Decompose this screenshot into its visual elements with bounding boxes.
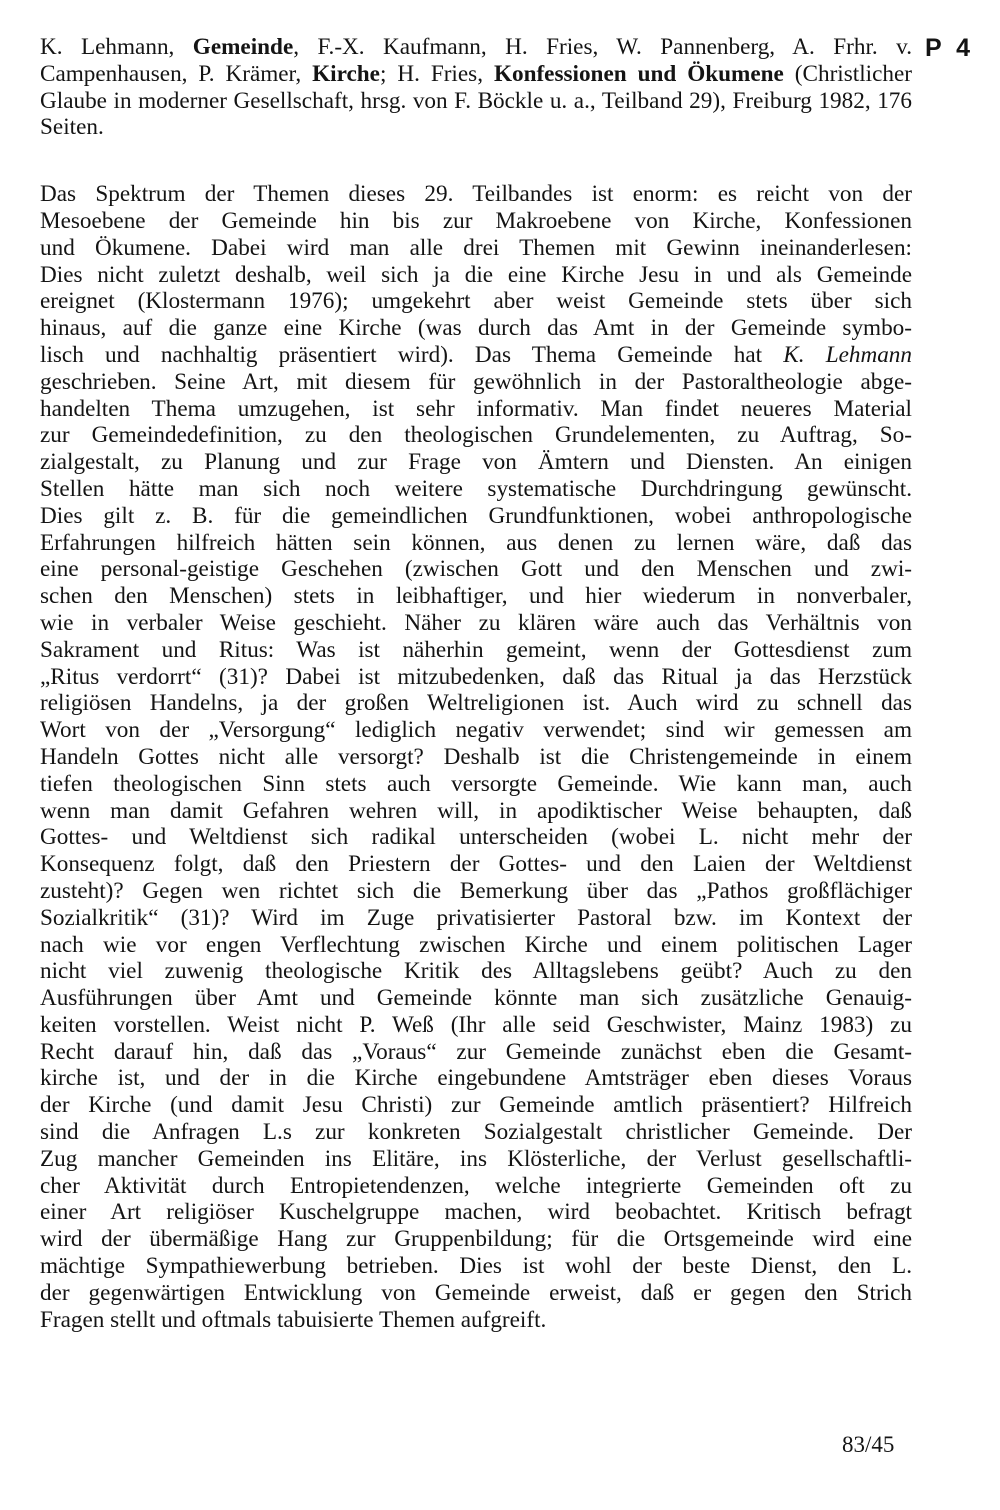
document-page [40, 34, 912, 1333]
review-line: Das Spektrum der Themen dieses 29. Teilbandes ist enorm: es reicht von der [40, 181, 912, 208]
review-line: Handeln Gottes nicht alle versorgt? Deshalb ist die Christengemeinde in einem [40, 743, 912, 770]
review-line: Ausführungen über Amt und Gemeinde könnte man sich zusätzliche Genauig- [40, 985, 912, 1012]
review-line: hinaus, auf die ganze eine Kirche (was durch das Amt in der Gemeinde symbo- [40, 315, 912, 342]
review-line: nach wie vor engen Verflechtung zwischen Kirche und einem politischen Lager [40, 931, 912, 958]
review-line: Wort von der „Versorgung“ lediglich negativ verwendet; sind wir gemessen am [40, 717, 912, 744]
review-line: der Kirche (und damit Jesu Christi) zur Gemeinde amtlich präsentiert? Hilfreich [40, 1092, 912, 1119]
review-line: handelten Thema umzugehen, ist sehr informativ. Man findet neueres Material [40, 395, 912, 422]
review-line: der gegenwärtigen Entwicklung von Gemeinde erweist, daß er gegen den Strich [40, 1279, 912, 1306]
review-line: Zug mancher Gemeinden ins Elitäre, ins Klösterliche, der Verlust gesellschaftli- [40, 1145, 912, 1172]
citation-authors-1: K. Lehmann, [40, 34, 193, 60]
review-line: cher Aktivität durch Entropietendenzen, welche integrierte Gemeinden oft zu [40, 1172, 912, 1199]
page-number: 83/45 [842, 1432, 895, 1457]
citation-publication-info: (Christlicher Glaube in moderner Gesellschaft, hrsg. von F. Böckle u. a., Teilband 29), Freiburg 1982, 176 Seiten. [40, 60, 912, 141]
review-line: zusteht)? Gegen wen richtet sich die Bemerkung über das „Pathos großflächiger [40, 877, 912, 904]
review-line: eine personal-geistige Geschehen (zwischen Gott und den Menschen und zwi- [40, 556, 912, 583]
review-line: und Ökumene. Dabei wird man alle drei Themen mit Gewinn ineinanderlesen: [40, 234, 912, 261]
review-line: lisch und nachhaltig präsentiert wird). Das Thema Gemeinde hat [40, 341, 784, 368]
review-line: „Ritus verdorrt“ (31)? Dabei ist mitzubedenken, daß das Ritual ja das Herzstück [40, 663, 912, 690]
review-line: sind die Anfragen L.s zur konkreten Sozialgestalt christlicher Gemeinde. Der [40, 1119, 912, 1146]
review-line: Fragen stellt und oftmals tabuisierte Themen aufgreift. [40, 1306, 547, 1333]
review-line: wird der übermäßige Hang zur Gruppenbildung; für die Ortsgemeinde wird eine [40, 1226, 912, 1253]
review-author-name: K. Lehmann [783, 341, 912, 368]
citation-authors-3: ; H. Fries, [379, 60, 494, 87]
review-line: Dies nicht zuletzt deshalb, weil sich ja die eine Kirche Jesu in und als Gemeinde [40, 261, 912, 288]
review-line: geschrieben. Seine Art, mit diesem für gewöhnlich in der Pastoraltheologie abge- [40, 368, 912, 395]
review-line: wie in verbaler Weise geschieht. Näher zu klären wäre auch das Verhältnis von [40, 609, 912, 636]
citation-title-gemeinde: Gemeinde [192, 34, 294, 60]
review-line: religiösen Handelns, ja der großen Weltreligionen ist. Auch wird zu schnell das [40, 690, 912, 717]
review-line: Sozialkritik“ (31)? Wird im Zuge privatisierter Pastoral bzw. im Kontext der [40, 904, 912, 931]
review-line: kirche ist, und der in die Kirche eingebundene Amtsträger eben dieses Voraus [40, 1065, 912, 1092]
review-text [40, 181, 912, 1333]
review-line: nicht viel zuwenig theologische Kritik des Alltagslebens geübt? Auch zu den [40, 958, 912, 985]
review-line: wenn man damit Gefahren wehren will, in apodiktischer Weise behaupten, daß [40, 797, 912, 824]
review-line: einer Art religiöser Kuschelgruppe machen, wird beobachtet. Kritisch befragt [40, 1199, 912, 1226]
review-line: keiten vorstellen. Weist nicht P. Weß (Ihr alle seid Geschwister, Mainz 1983) zu [40, 1011, 912, 1038]
section-marker: P 4 [925, 34, 975, 62]
review-line: Recht darauf hin, daß das „Voraus“ zur Gemeinde zunächst eben die Gesamt- [40, 1038, 912, 1065]
review-line: Sakrament und Ritus: Was ist näherhin gemeint, wenn der Gottesdienst zum [40, 636, 912, 663]
citation-authors-2: , F.-X. Kaufmann, H. Fries, W. Pannenberg, A. Frhr. v. Campenhausen, P. Krämer, [40, 34, 913, 87]
review-line: zialgestalt, zu Planung und zur Frage von Ämtern und Diensten. An einigen [40, 449, 912, 476]
review-line: Mesoebene der Gemeinde hin bis zur Makroebene von Kirche, Konfessionen [40, 207, 912, 234]
review-line: Stellen hätte man sich noch weitere systematische Durchdringung gewünscht. [40, 475, 912, 502]
review-line: Dies gilt z. B. für die gemeindlichen Grundfunktionen, wobei anthropologische [40, 502, 912, 529]
review-line: Konsequenz folgt, daß den Priestern der Gottes- und den Laien der Weltdienst [40, 851, 912, 878]
review-line: zur Gemeindedefinition, zu den theologischen Grundelementen, zu Auftrag, So- [40, 422, 912, 449]
citation-title-kirche: Kirche [312, 60, 380, 87]
review-line: mächtige Sympathiewerbung betrieben. Dies ist wohl der beste Dienst, den L. [40, 1253, 912, 1280]
review-line: Erfahrungen hilfreich hätten sein können, aus denen zu lernen wäre, daß das [40, 529, 912, 556]
citation-title-konfessionen: Konfessionen und Ökumene [493, 60, 784, 87]
bibliographic-citation [40, 34, 912, 141]
review-line-with-author [40, 342, 912, 369]
review-line: ereignet (Klostermann 1976); umgekehrt aber weist Gemeinde stets über sich [40, 288, 912, 315]
review-line: Gottes- und Weltdienst sich radikal unterscheiden (wobei L. nicht mehr der [40, 824, 912, 851]
review-line: tiefen theologischen Sinn stets auch versorgte Gemeinde. Wie kann man, auch [40, 770, 912, 797]
review-line: schen den Menschen) stets in leibhaftiger, und hier wiederum in nonverbaler, [40, 583, 912, 610]
